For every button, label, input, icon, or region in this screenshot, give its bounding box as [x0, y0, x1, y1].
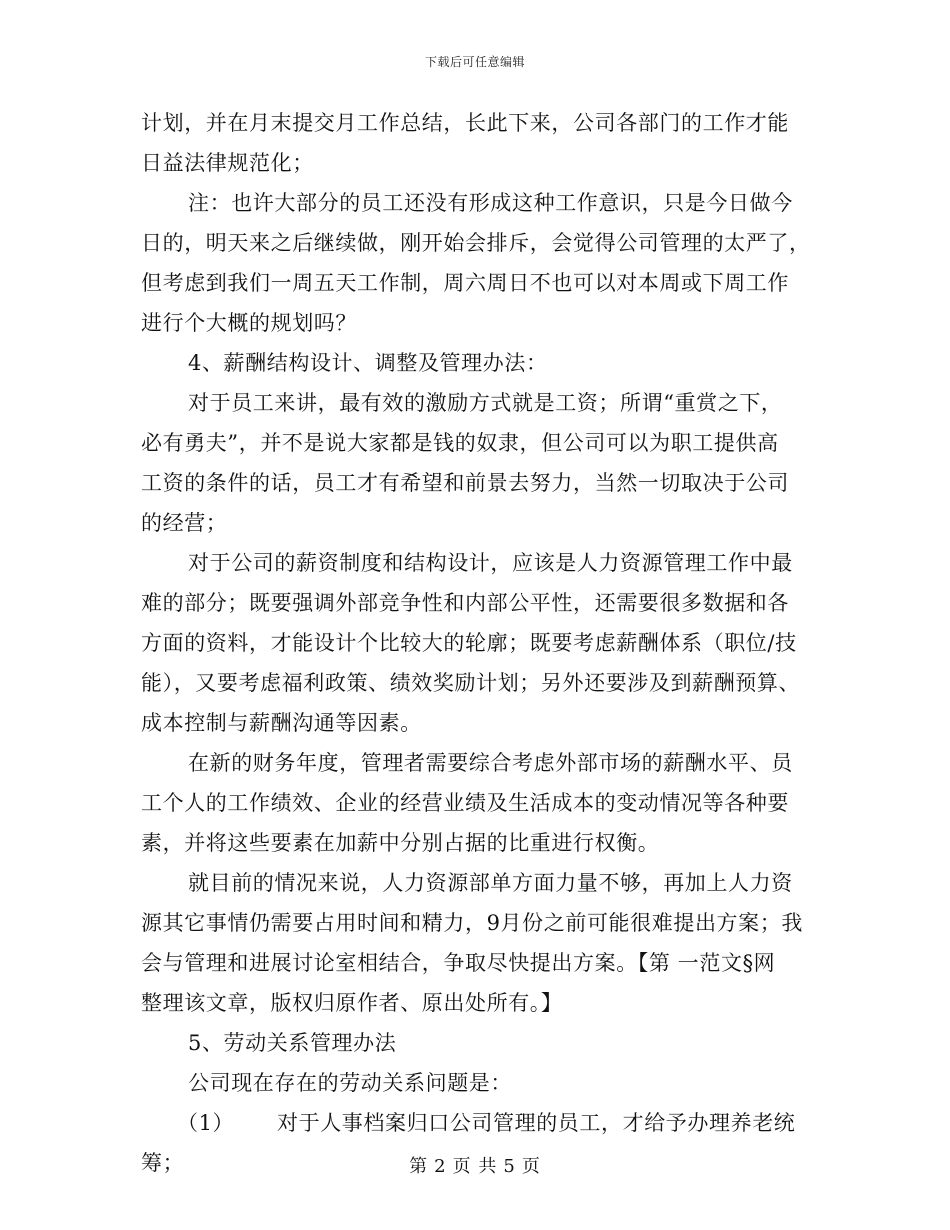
text-line: 工个人的工作绩效、企业的经营业绩及生活成本的变动情况等各种要: [141, 791, 789, 815]
section-heading: 4、薪酬结构设计、调整及管理办法：: [188, 351, 548, 375]
page-label-mid: 页 共: [452, 1156, 498, 1177]
text-line: 能），又要考虑福利政策、绩效奖励计划；另外还要涉及到薪酬预算、: [141, 671, 801, 695]
text-line: 必有勇夫”，并不是说大家都是钱的奴隶，但公司可以为职工提供高: [141, 431, 779, 455]
text-line: 方面的资料，才能设计个比较大的轮廓；既要考虑薪酬体系（职位/技: [141, 631, 797, 655]
text-line: 整理该文章，版权归原作者、原出处所有。】: [141, 991, 563, 1015]
text-line: 筹；: [141, 1151, 185, 1175]
text-line: 会与管理和进展讨论室相结合，争取尽快提出方案。【第 一范文§网: [141, 951, 776, 975]
text-line: 注：也许大部分的员工还没有形成这种工作意识，只是今日做今: [188, 191, 793, 215]
document-body: [141, 103, 813, 1183]
page-label-suffix: 页: [521, 1156, 541, 1177]
text-line: 但考虑到我们一周五天工作制，周六周日不也可以对本周或下周工作: [141, 271, 789, 295]
list-item: [141, 1103, 813, 1143]
text-line: 对于公司的薪资制度和结构设计，应该是人力资源管理工作中最: [188, 551, 793, 575]
page-total: 5: [503, 1156, 516, 1177]
text-line: 在新的财务年度，管理者需要综合考虑外部市场的薪酬水平、员: [188, 751, 793, 775]
text-line: 对于员工来讲，最有效的激励方式就是工资；所谓“重赏之下，: [188, 391, 783, 415]
text-line: 工资的条件的话，员工才有希望和前景去努力，当然一切取决于公司: [141, 471, 789, 495]
text-line: 成本控制与薪酬沟通等因素。: [141, 711, 422, 735]
section-heading: 5、劳动关系管理办法: [188, 1031, 397, 1055]
text-line: 的经营；: [141, 511, 228, 535]
page-footer: [0, 1152, 950, 1178]
text-line: 素，并将这些要素在加薪中分别占据的比重进行权衡。: [141, 831, 660, 855]
text-line: 难的部分；既要强调外部竞争性和内部公平性，还需要很多数据和各: [141, 591, 789, 615]
page-header: 下载后可任意编辑: [424, 55, 525, 69]
page-label-prefix: 第: [409, 1156, 429, 1177]
list-item-number: （1）: [177, 1111, 235, 1135]
list-item-text: 对于人事档案归口公司管理的员工，才给予办理养老统: [277, 1111, 796, 1135]
text-line: 日的，明天来之后继续做，刚开始会排斥，会觉得公司管理的太严了，: [141, 231, 811, 255]
text-line: 公司现在存在的劳动关系问题是：: [188, 1071, 512, 1095]
text-line: 源其它事情仍需要占用时间和精力，9月份之前可能很难提出方案；我: [141, 911, 803, 935]
text-line: 计划，并在月末提交月工作总结，长此下来，公司各部门的工作才能: [141, 111, 789, 135]
text-line: 就目前的情况来说，人力资源部单方面力量不够，再加上人力资: [188, 871, 793, 895]
page-current: 2: [434, 1156, 447, 1177]
text-line: 日益法律规范化；: [141, 151, 314, 175]
text-line: 进行个大概的规划吗？: [141, 311, 357, 335]
